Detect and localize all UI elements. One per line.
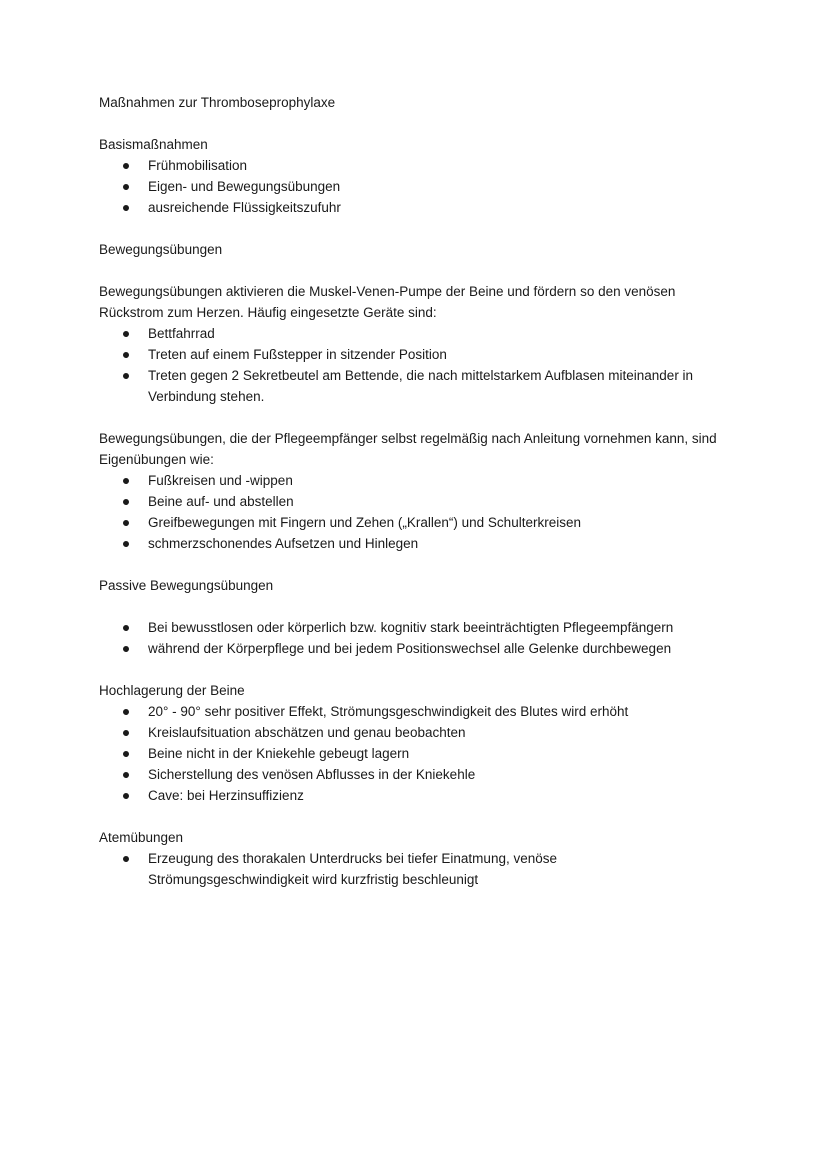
spacer [99, 659, 739, 680]
section-heading-basis: Basismaßnahmen [99, 137, 208, 152]
list-item: Treten auf einem Fußstepper in sitzender Position [99, 344, 738, 365]
list-atem [99, 848, 739, 890]
document-page [99, 92, 739, 890]
list-passiv [99, 617, 739, 659]
list-item: Treten gegen 2 Sekretbeutel am Bettende, die nach mittelstarkem Aufblasen miteinander in Verbindung stehen. [99, 365, 738, 407]
list-item: Beine auf- und abstellen [99, 491, 738, 512]
list-item: Bettfahrrad [99, 323, 738, 344]
paragraph-bewegung-intro: Bewegungsübungen aktivieren die Muskel-Venen-Pumpe der Beine und fördern so den venösen Rückstrom zum Herzen. Häufig eingesetzte Geräte sind: [99, 284, 676, 320]
list-item: 20° - 90° sehr positiver Effekt, Strömungsgeschwindigkeit des Blutes wird erhöht [99, 701, 738, 722]
list-item: schmerzschonendes Aufsetzen und Hinlegen [99, 533, 738, 554]
section-heading-bewegung: Bewegungsübungen [99, 242, 223, 257]
list-hochlagerung [99, 701, 739, 806]
list-bewegung-geraete [99, 323, 739, 407]
spacer [99, 218, 739, 239]
spacer [99, 260, 739, 281]
spacer [99, 113, 739, 134]
list-bewegung-eigen [99, 470, 739, 554]
section-heading-atem: Atemübungen [99, 830, 184, 845]
list-item: Eigen- und Bewegungsübungen [99, 176, 738, 197]
list-item: Frühmobilisation [99, 155, 738, 176]
list-item: Cave: bei Herzinsuffizienz [99, 785, 738, 806]
paragraph-bewegung-eigen: Bewegungsübungen, die der Pflegeempfänger selbst regelmäßig nach Anleitung vornehmen kann, sind Eigenübungen wie: [99, 431, 717, 467]
spacer [99, 554, 739, 575]
list-item: Greifbewegungen mit Fingern und Zehen („Krallen“) und Schulterkreisen [99, 512, 738, 533]
list-item: ausreichende Flüssigkeitszufuhr [99, 197, 738, 218]
list-basis [99, 155, 739, 218]
section-heading-passiv: Passive Bewegungsübungen [99, 578, 274, 593]
spacer [99, 407, 739, 428]
section-heading-hochlagerung: Hochlagerung der Beine [99, 683, 245, 698]
list-item: Fußkreisen und -wippen [99, 470, 738, 491]
list-item: Bei bewusstlosen oder körperlich bzw. kognitiv stark beeinträchtigten Pflegeempfängern [99, 617, 738, 638]
list-item: Beine nicht in der Kniekehle gebeugt lagern [99, 743, 738, 764]
list-item: Kreislaufsituation abschätzen und genau beobachten [99, 722, 738, 743]
list-item: Erzeugung des thorakalen Unterdrucks bei tiefer Einatmung, venöse Strömungsgeschwindigkeit wird kurzfristig beschleunigt [99, 848, 588, 890]
list-item: während der Körperpflege und bei jedem Positionswechsel alle Gelenke durchbewegen [99, 638, 738, 659]
spacer [99, 806, 739, 827]
spacer [99, 596, 739, 617]
document-title: Maßnahmen zur Thromboseprophylaxe [99, 95, 336, 110]
list-item: Sicherstellung des venösen Abflusses in der Kniekehle [99, 764, 738, 785]
